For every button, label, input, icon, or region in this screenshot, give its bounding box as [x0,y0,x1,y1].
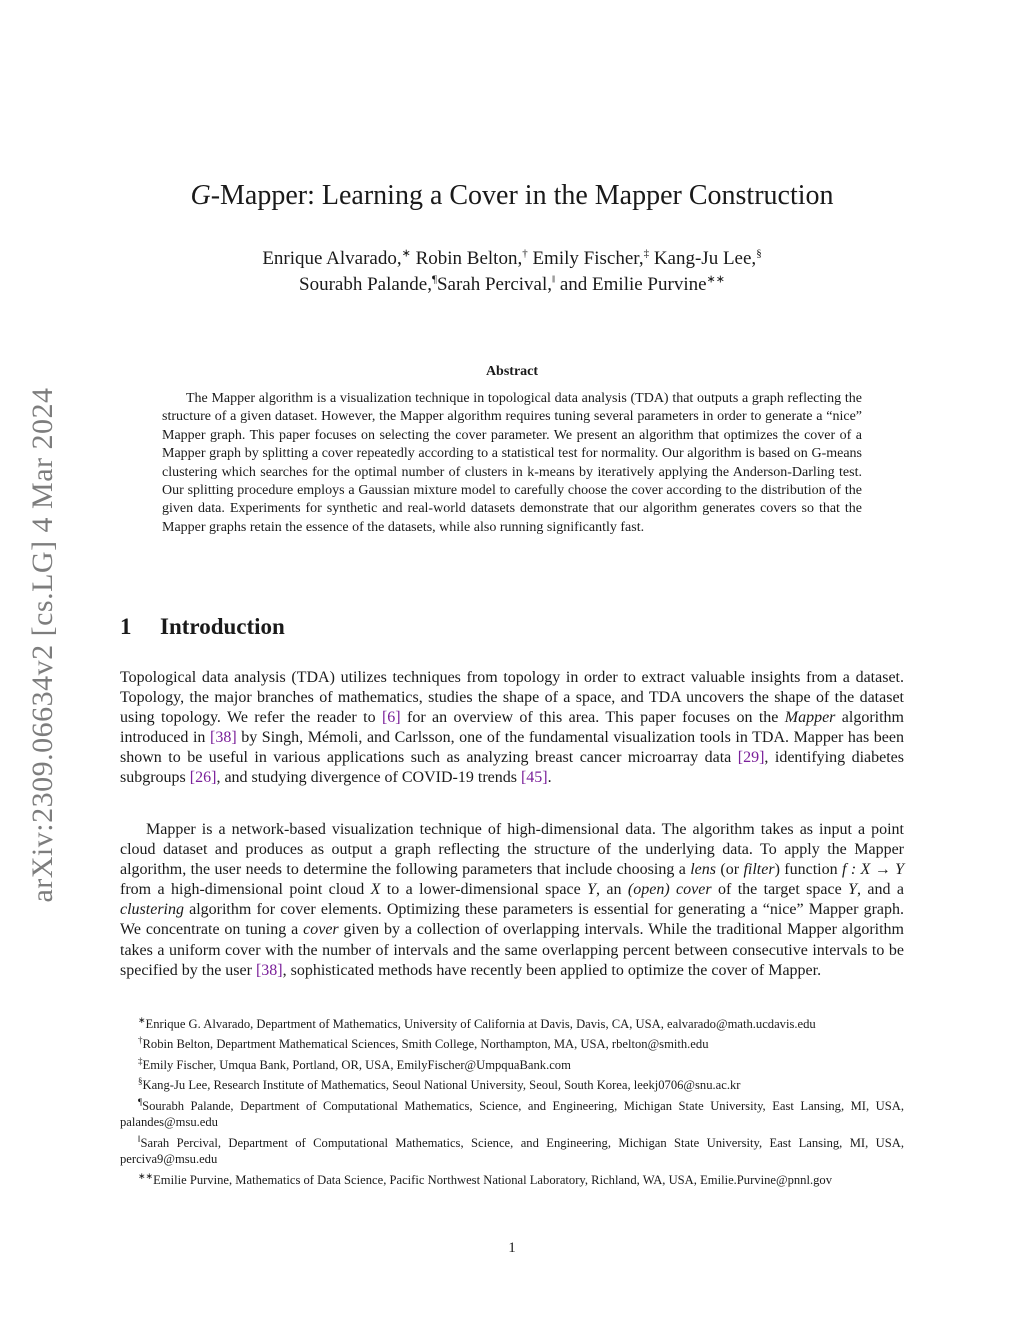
section-heading [120,614,285,640]
author-name: Enrique Alvarado, [262,248,402,269]
footnote [120,1094,904,1131]
emphasis: Mapper [784,709,836,727]
text-run: from a high-dimensional point cloud [120,881,371,899]
abstract-heading: Abstract [485,364,539,379]
citation-link[interactable]: [6] [381,709,401,727]
title-text: -Mapper: Learning a Cover in the Mapper Construction [210,180,834,211]
footnote-text: Kang-Ju Lee, Research Institute of Mathematics, Seoul National University, Seoul, South Korea, leekj0706@snu.ac.kr [142,1078,741,1093]
emphasis: lens [690,861,717,879]
section-number: 1 [120,614,132,639]
emphasis: cover [303,921,339,939]
footnote-mark: ‡ [138,1055,143,1066]
citation-link[interactable]: [38] [210,729,237,747]
author-line-2 [0,272,1024,298]
footnote-mark: † [138,1035,143,1046]
page-number: 1 [508,1240,516,1256]
emphasis: clustering [120,901,184,919]
author-name: Robin Belton, [410,248,523,269]
text-run: to a lower-dimensional space [380,881,588,899]
citation-link[interactable]: [45] [520,769,548,787]
footnote-mark: ¶ [138,1096,143,1107]
footnote-text: Enrique G. Alvarado, Department of Mathematics, University of California at Davis, Davis, CA, USA, ealvarado@math.ucdavis.edu [145,1017,816,1032]
text-run: Topological data analysis (TDA) utilizes techniques from topology in order to extract valuable insights from a dataset. Topology, the major branches of mathematics, studies the shape of a space, and TDA uncovers the shape of the dataset using topology. We refer the reader to [120,669,904,727]
text-run: algorithm introduced in [120,709,904,747]
text-run: , and a [857,881,904,899]
footnote [120,1168,904,1188]
math: X [370,881,381,899]
paper-title [0,180,1024,212]
text-run: algorithm for cover elements. Optimizing these parameters is essential for generating a “nice” Mapper graph. We concentrate on tuning a [120,901,904,939]
footnote [120,1053,904,1073]
footnote [120,1131,904,1168]
text-run: , an [596,881,628,899]
intro-paragraph-2 [120,820,904,981]
author-mark: ¶ [432,273,437,286]
author-list [0,246,1024,298]
section-title: Introduction [160,614,285,639]
text-run: ) function [774,861,842,879]
math: Y [587,881,596,899]
arxiv-identifier: arXiv:2309.06634v2 [cs.LG] 4 Mar 2024 [26,387,59,903]
text-run: of the target space [711,881,849,899]
author-mark: ∗∗ [706,273,725,286]
author-line-1 [0,246,1024,272]
emphasis: (open) cover [627,881,712,899]
abstract-body: The Mapper algorithm is a visualization technique in topological data analysis (TDA) that outputs a graph reflecting the structure of a given dataset. However, the Mapper algorithm requires tuning several parameters in order to generate a “nice” Mapper graph. This paper focuses on selecting the cover parameter. We present an algorithm that optimizes the cover of a Mapper graph by splitting a cover repeatedly according to a statistical test for normality. Our algorithm is based on G-means clustering which searches for the optimal number of clusters in k-means by iteratively applying the Anderson-Darling test. Our splitting procedure employs a Gaussian mixture model to carefully choose the cover according to the distribution of the given data. Experiments for synthetic and real-world datasets demonstrate that our algorithm generates covers so that the Mapper graphs retain the essence of the datasets, while also running significantly fast. [162,391,862,535]
footnote-mark: ∗ [138,1015,146,1025]
text-run: Mapper is a network-based visualization technique of high-dimensional data. The algorithm takes as input a point cloud dataset and produces as output a graph reflecting the structure of the underlying data. To apply the Mapper algorithm, the user needs to determine the following parameters that include choosing a [120,821,904,879]
footnote-text: Robin Belton, Department Mathematical Sciences, Smith College, Northampton, MA, USA, rbelton@smith.edu [142,1037,709,1052]
footnote-text: Emilie Purvine, Mathematics of Data Science, Pacific Northwest National Laboratory, Richland, WA, USA, Emilie.Purvine@pnnl.gov [153,1172,833,1187]
text-run: , sophisticated methods have recently been applied to optimize the cover of Mapper. [282,961,822,979]
text-run: for an overview of this area. This paper focuses on the [400,709,785,727]
footnote [120,1012,904,1032]
math: f : X → Y [842,861,905,879]
footnote-text: Sarah Percival, Department of Computational Mathematics, Science, and Engineering, Michigan State University, East Lansing, MI, USA, perciva9@msu.edu [120,1135,904,1167]
footnote-mark: ‖ [138,1133,141,1144]
text-run: given by a collection of overlapping intervals. While the traditional Mapper algorithm takes a uniform cover with the number of intervals and the same overlapping percent between consecutive intervals to be specified by the user [120,921,905,979]
title-variable: G [190,180,211,211]
author-mark: ‡ [643,247,650,260]
author-name: Kang-Ju Lee, [649,248,757,269]
emphasis: filter [743,861,775,879]
footnote-text: Emily Fischer, Umqua Bank, Portland, OR, USA, EmilyFischer@UmpquaBank.com [142,1058,571,1073]
footnote [120,1073,904,1093]
math: Y [848,881,857,899]
footnote-mark: ∗∗ [138,1170,154,1181]
text-run: , identifying diabetes subgroups [120,749,904,787]
footnote-text: Sourabh Palande, Department of Computational Mathematics, Science, and Engineering, Michigan State University, East Lansing, MI, USA, palandes@msu.edu [120,1099,904,1130]
author-name: Emily Fischer, [527,248,644,269]
text-run: . [547,769,552,787]
author-mark: ∗ [401,247,411,260]
author-name: Sarah Percival, [436,274,552,295]
citation-link[interactable]: [29] [737,749,765,767]
author-mark: ‖ [552,273,556,286]
footnote [120,1032,904,1052]
citation-link[interactable]: [38] [255,961,283,979]
intro-paragraph-1 [120,668,904,789]
author-name: Sourabh Palande, [299,274,432,295]
text-run: , and studying divergence of COVID-19 trends [216,769,521,787]
text-run: (or [716,861,744,879]
footnote-mark: § [138,1076,143,1087]
citation-link[interactable]: [26] [189,769,217,787]
footnotes [120,1012,904,1188]
author-name: and Emilie Purvine [555,274,707,295]
author-mark: § [756,247,762,260]
author-mark: † [522,247,528,260]
text-run: by Singh, Mémoli, and Carlsson, one of the fundamental visualization tools in TDA. Mapper has been shown to be useful in various applications such as analyzing breast cancer microarray data [120,729,904,767]
